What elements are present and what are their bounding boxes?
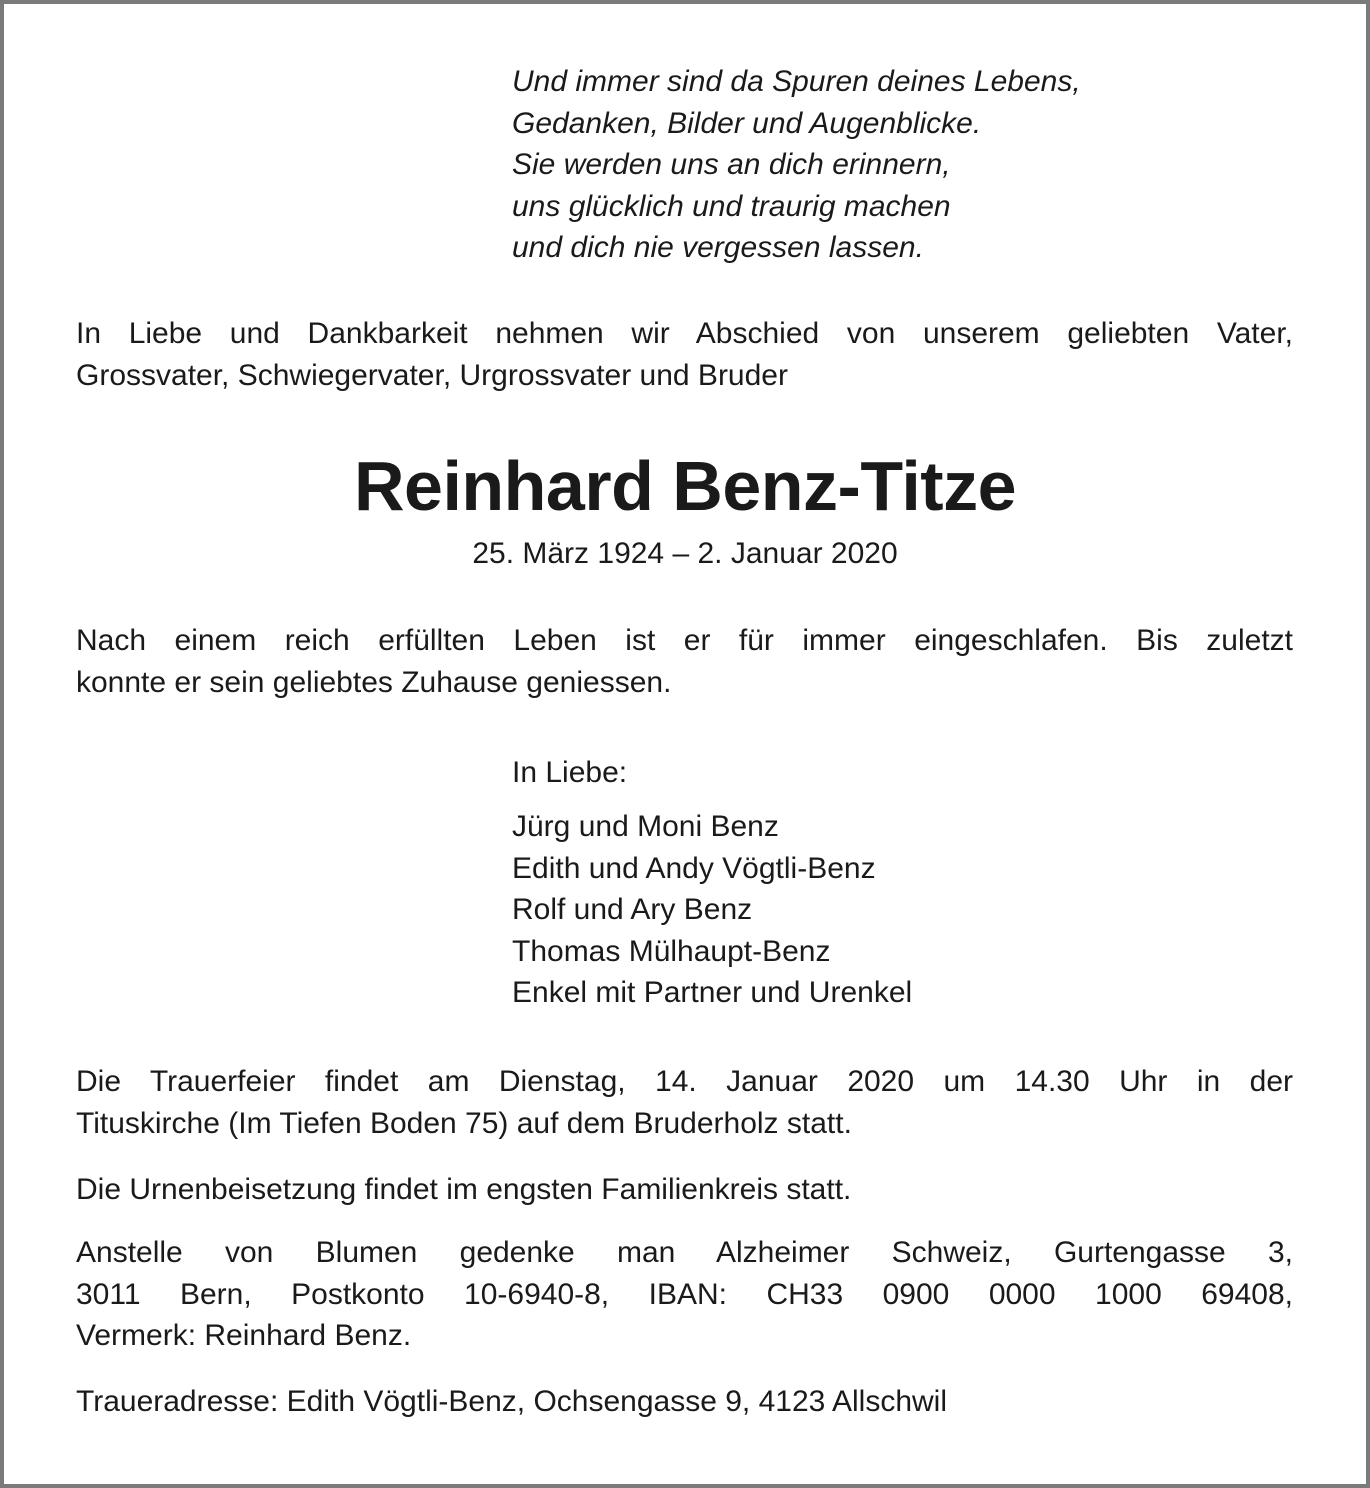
urn-text <box>76 1169 1293 1211</box>
service-text <box>76 1061 1293 1144</box>
donation-line: Anstelle von Blumen gedenke man Alzheimer Schweiz, Gurtengasse 3, <box>76 1236 1293 1269</box>
donation-line: 3011 Bern, Postkonto 10-6940-8, IBAN: CH33 0900 0000 1000 69408, <box>76 1277 1293 1311</box>
mourner: Rolf und Ary Benz <box>512 893 753 926</box>
mourners-label <box>512 752 627 794</box>
donation-text <box>76 1232 1293 1357</box>
mourning-address <box>76 1381 1293 1423</box>
life-dates: 25. März 1924 – 2. Januar 2020 <box>472 537 898 570</box>
service-line: Tituskirche (Im Tiefen Boden 75) auf dem Bruderholz statt. <box>76 1106 852 1140</box>
mourner: Edith und Andy Vögtli-Benz <box>512 851 876 885</box>
intro-line: In Liebe und Dankbarkeit nehmen wir Abschied von unserem geliebten Vater, <box>76 317 1293 350</box>
poem-line: und dich nie vergessen lassen. <box>512 231 924 264</box>
mourner: Thomas Mülhaupt-Benz <box>512 934 831 968</box>
poem-line: uns glücklich und traurig machen <box>512 189 951 223</box>
mourners-label-text: In Liebe: <box>512 756 628 789</box>
life-text <box>76 620 1293 703</box>
poem <box>512 61 1081 269</box>
poem-line: Gedanken, Bilder und Augenblicke. <box>512 106 982 140</box>
urn-line: Die Urnenbeisetzung findet im engsten Familienkreis statt. <box>76 1173 852 1206</box>
mourner: Jürg und Moni Benz <box>512 810 779 843</box>
donation-line: Vermerk: Reinhard Benz. <box>76 1319 412 1352</box>
life-line: Nach einem reich erfüllten Leben ist er für immer eingeschlafen. Bis zuletzt <box>76 624 1293 657</box>
intro-line: Grossvater, Schwiegervater, Urgrossvater und Bruder <box>76 358 788 392</box>
service-line: Die Trauerfeier findet am Dienstag, 14. Januar 2020 um 14.30 Uhr in der <box>76 1065 1293 1098</box>
life-line: konnte er sein geliebtes Zuhause geniessen. <box>76 665 672 699</box>
poem-line: Und immer sind da Spuren deines Lebens, <box>512 65 1081 98</box>
mourner: Enkel mit Partner und Urenkel <box>512 976 913 1009</box>
address-line: Traueradresse: Edith Vögtli-Benz, Ochsengasse 9, 4123 Allschwil <box>76 1385 948 1418</box>
deceased-name: Reinhard Benz-Titze <box>353 447 1017 525</box>
poem-line: Sie werden uns an dich erinnern, <box>512 148 951 181</box>
intro-text <box>76 313 1293 396</box>
mourners-list <box>512 806 912 1014</box>
